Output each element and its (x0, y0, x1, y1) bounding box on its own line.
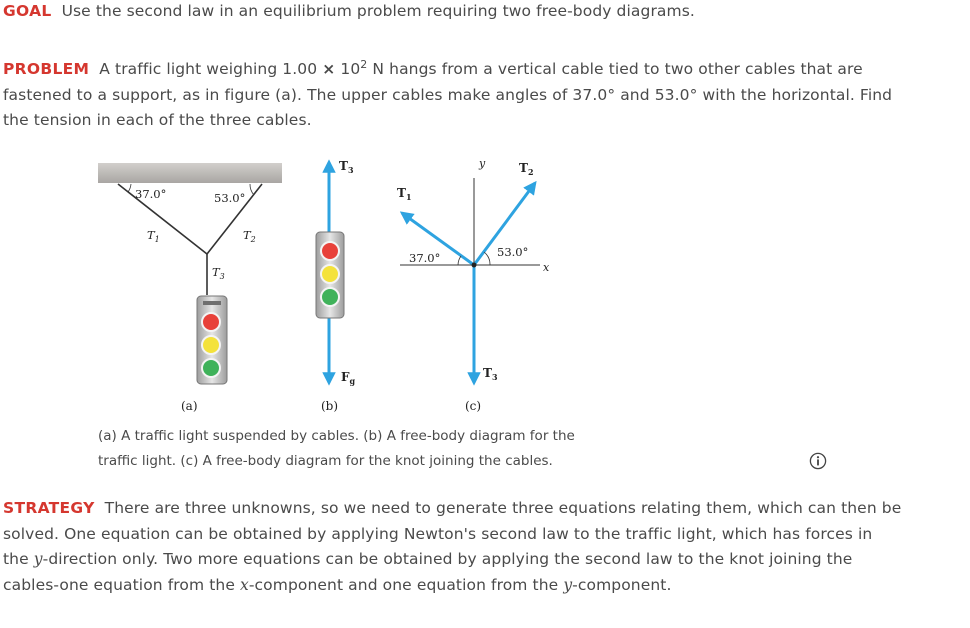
yellow-lamp-a (202, 336, 220, 354)
problem-text-b: 10 (335, 60, 361, 79)
angle-label-53: 53.0° (214, 191, 246, 205)
strategy-text-d: -component. (572, 575, 672, 594)
traffic-light-a (197, 296, 227, 384)
figure (0, 150, 970, 420)
figure-a (98, 163, 282, 413)
info-icon[interactable] (809, 452, 827, 470)
strategy-text-c: -component and one equation from the (248, 575, 564, 594)
strategy-y-var-2: y (563, 575, 573, 594)
red-lamp-a (202, 313, 220, 331)
label-c-t2: $T_2$ (519, 161, 534, 177)
label-b-t3: $T_3$ (339, 159, 354, 175)
label-c-t1: $T_1$ (397, 186, 412, 202)
figure-a-label: (a) (181, 399, 198, 413)
y-axis-label: y (479, 157, 486, 170)
yellow-lamp-b (321, 265, 339, 283)
problem-label: PROBLEM (3, 60, 90, 79)
label-t1: $T_1$ (147, 228, 160, 244)
problem-text-c: N hangs from a vertical cable tied to two other cables that are fastened to a support, as in figure (a). The upper cables make angles of 37.0° and 53.0° with the horizontal. Find the tension in each of the three cables. (3, 60, 893, 130)
figure-b (316, 159, 356, 413)
red-lamp-b (321, 242, 339, 260)
label-t2: $T_2$ (243, 228, 256, 244)
problem-exponent: 2 (360, 58, 368, 71)
green-lamp-b (321, 288, 339, 306)
x-axis-label: x (543, 261, 550, 274)
angle-arc-c-left (458, 256, 461, 265)
strategy-text-a: There are three unknowns, so we need to generate three equations relating them, which can then be solved. One equation can be obtained by applying Newton's second law to the traffic light, which has forces in the (3, 499, 902, 568)
angle-arc-left (128, 184, 131, 192)
figure-caption: (a) A traffic light suspended by cables. (b) A free-body diagram for the traffic light. (c) A free-body diagram for the knot joining the cables. (98, 428, 575, 469)
angle-label-c-37: 37.0° (409, 251, 441, 265)
strategy-section (3, 496, 903, 598)
angle-label-37: 37.0° (135, 187, 167, 201)
times-sign: × (322, 60, 336, 79)
ceiling-support (98, 163, 282, 183)
knot (472, 263, 477, 268)
problem-section (3, 52, 903, 134)
label-b-fg: $F_g$ (341, 370, 356, 386)
angle-arc-c-right (484, 252, 490, 265)
label-c-t3: $T_3$ (483, 366, 498, 382)
angle-label-c-53: 53.0° (497, 245, 529, 259)
angle-arc-right (250, 184, 254, 195)
strategy-label: STRATEGY (3, 499, 95, 517)
problem-text-a: A traffic light weighing 1.00 (99, 60, 323, 79)
green-lamp-a (202, 359, 220, 377)
label-t3: $T_3$ (212, 265, 225, 281)
traffic-light-b (316, 232, 344, 318)
strategy-text-b: -direction only. Two more equations can be obtained by applying the second law to the knot joining the cables-one equation from the (3, 550, 853, 594)
strategy-x-var: x (240, 575, 249, 594)
figure-c-label: (c) (465, 399, 482, 413)
strategy-y-var: y (33, 550, 43, 568)
figure-b-label: (b) (321, 399, 339, 413)
figure-c (397, 157, 550, 413)
goal-label: GOAL (3, 2, 52, 20)
goal-section (3, 0, 903, 25)
goal-text: Use the second law in an equilibrium problem requiring two free-body diagrams. (61, 2, 695, 20)
